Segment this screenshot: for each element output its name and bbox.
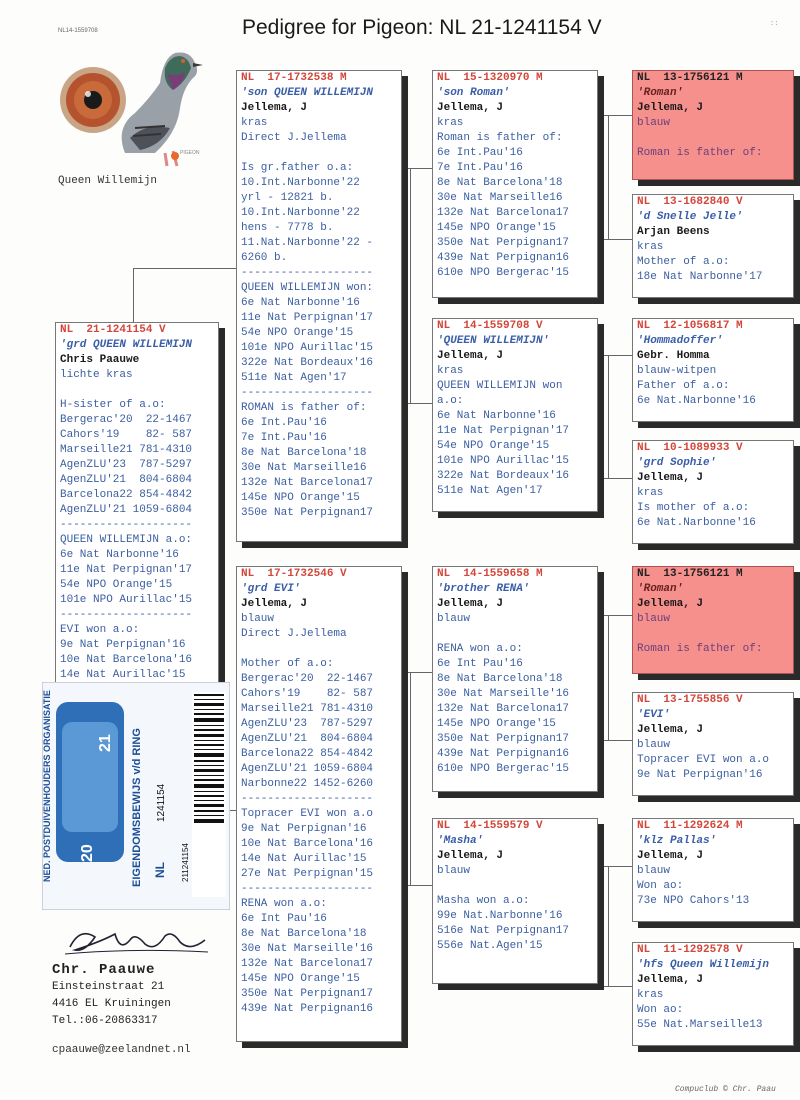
- card-line-info: Mother of a.o:: [637, 256, 730, 268]
- pedigree-card-subject[interactable]: [55, 322, 219, 686]
- card-line-info: lichte kras: [60, 369, 133, 381]
- card-line-info: 54e NPO Orange'15: [437, 440, 550, 452]
- pedigree-card-dam-dam-sire[interactable]: [632, 818, 794, 922]
- pedigree-card-sire-sire-sire[interactable]: [632, 70, 794, 180]
- card-line-info: 350e Nat Perpignan17: [437, 733, 570, 745]
- card-line-info: 516e Nat Perpignan17: [437, 925, 570, 937]
- pedigree-card-sire[interactable]: [236, 70, 402, 542]
- card-line-info: 145e NPO Orange'15: [437, 222, 556, 234]
- card-line-breeder: Jellema, J: [437, 598, 504, 610]
- card-line-info: 132e Nat Barcelona17: [241, 958, 374, 970]
- card-line-info: 610e NPO Bergerac'15: [437, 763, 570, 775]
- sticker-org: NED. POSTDUIVENHOUDERS ORGANISATIE: [42, 690, 52, 882]
- card-line-info: [237, 642, 401, 657]
- card-line-ring: NL 17-1732546 V: [241, 568, 347, 580]
- owner-phone: Tel.:06-20863317: [52, 1015, 158, 1027]
- sticker-country: NL: [153, 862, 167, 878]
- card-line-info: 7e Int.Pau'16: [437, 162, 523, 174]
- connector-line: [608, 866, 609, 986]
- card-line-info: 30e Nat Marseille16: [241, 462, 367, 474]
- card-line-info: blauw: [637, 865, 671, 877]
- connector-line: [598, 355, 632, 356]
- card-line-info: QUEEN WILLEMIJN a.o:: [60, 534, 193, 546]
- card-line-name: 'Roman': [637, 583, 684, 595]
- card-line-ring: NL 14-1559658 M: [437, 568, 543, 580]
- card-line-name: 'grd EVI': [241, 583, 301, 595]
- card-line-info: blauw: [637, 117, 671, 129]
- card-line-name: 'son Roman': [437, 87, 510, 99]
- sticker-barcode-number: 211241154: [181, 843, 190, 882]
- card-line-ring: NL 17-1732538 M: [241, 72, 347, 84]
- card-line-info: Narbonne22 1452-6260: [241, 778, 374, 790]
- card-line-info: Masha won a.o:: [437, 895, 530, 907]
- card-line-info: Direct J.Jellema: [241, 132, 347, 144]
- card-line-breeder: Jellema, J: [637, 974, 704, 986]
- card-line-ring: NL 13-1756121 M: [637, 568, 743, 580]
- card-line-info: Mother of a.o:: [241, 658, 334, 670]
- card-line-info: 14e Nat Aurillac'15: [241, 853, 367, 865]
- card-line-info: kras: [637, 487, 664, 499]
- card-line-info: --------------------: [241, 793, 374, 805]
- card-line-info: 8e Nat Barcelona'18: [437, 673, 563, 685]
- card-line-ring: NL 14-1559708 V: [437, 320, 543, 332]
- card-line-info: Is mother of a.o:: [637, 502, 750, 514]
- card-line-info: 11.Nat.Narbonne'22 -: [241, 237, 374, 249]
- card-line-info: Won ao:: [637, 880, 684, 892]
- card-line-info: blauw: [637, 739, 671, 751]
- card-line-info: H-sister of a.o:: [60, 399, 166, 411]
- connector-line: [598, 986, 632, 987]
- pedigree-card-dam-sire-dam[interactable]: [632, 692, 794, 796]
- card-line-info: 6e Nat.Narbonne'16: [637, 395, 756, 407]
- card-line-info: EVI won a.o:: [60, 624, 140, 636]
- card-line-name: 'klz Pallas': [637, 835, 717, 847]
- card-line-info: 511e Nat Agen'17: [437, 485, 543, 497]
- pedigree-card-dam-dam[interactable]: [432, 818, 598, 984]
- card-line-breeder: Jellema, J: [437, 102, 504, 114]
- card-line-info: Marseille21 781-4310: [241, 703, 374, 715]
- card-line-info: 54e NPO Orange'15: [60, 579, 173, 591]
- card-line-info: Cahors'19 82- 587: [241, 688, 374, 700]
- card-line-ring: NL 10-1089933 V: [637, 442, 743, 454]
- owner-city: 4416 EL Kruiningen: [52, 998, 171, 1010]
- card-line-info: 8e Nat Barcelona'18: [241, 928, 367, 940]
- connector-line: [608, 615, 609, 740]
- card-line-info: [633, 131, 793, 146]
- card-line-info: [237, 146, 401, 161]
- connector-line: [133, 268, 236, 269]
- pedigree-card-sire-dam-sire[interactable]: [632, 318, 794, 422]
- card-line-info: 30e Nat Marseille'16: [241, 943, 374, 955]
- card-line-ring: NL 11-1292624 M: [637, 820, 743, 832]
- card-line-info: Direct J.Jellema: [241, 628, 347, 640]
- card-line-info: [433, 627, 597, 642]
- card-line-info: blauw-witpen: [637, 365, 717, 377]
- card-line-info: 6260 b.: [241, 252, 288, 264]
- card-line-info: AgenZLU'23 787-5297: [60, 459, 193, 471]
- card-line-info: Bergerac'20 22-1467: [60, 414, 193, 426]
- card-line-ring: NL 13-1682840 V: [637, 196, 743, 208]
- card-line-info: AgenZLU'21 804-6804: [241, 733, 374, 745]
- card-line-info: 11e Nat Perpignan'17: [60, 564, 193, 576]
- pedigree-card-dam-sire[interactable]: [432, 566, 598, 792]
- pedigree-card-dam-sire-sire[interactable]: [632, 566, 794, 674]
- card-line-info: 101e NPO Aurillac'15: [60, 594, 193, 606]
- card-line-info: Roman is father of:: [637, 147, 763, 159]
- card-line-name: 'Hommadoffer': [637, 335, 723, 347]
- sticker-ring-number: 1241154: [156, 783, 167, 822]
- connector-line: [402, 168, 432, 169]
- card-line-info: Marseille21 781-4310: [60, 444, 193, 456]
- card-line-info: kras: [241, 117, 268, 129]
- card-line-info: Is gr.father o.a:: [241, 162, 354, 174]
- card-line-info: 8e Nat Barcelona'18: [241, 447, 367, 459]
- card-line-info: 6e Nat Narbonne'16: [60, 549, 179, 561]
- card-line-info: 350e Nat Perpignan17: [241, 988, 374, 1000]
- card-line-info: 6e Int.Pau'16: [241, 417, 327, 429]
- card-line-info: 10.Int.Narbonne'22: [241, 177, 360, 189]
- card-line-name: 'Roman': [637, 87, 684, 99]
- card-line-ring: NL 14-1559579 V: [437, 820, 543, 832]
- card-line-breeder: Arjan Beens: [637, 226, 710, 238]
- card-line-info: 101e NPO Aurillac'15: [437, 455, 570, 467]
- card-line-info: blauw: [437, 865, 471, 877]
- card-line-name: 'QUEEN WILLEMIJN': [437, 335, 550, 347]
- connector-line: [598, 866, 632, 867]
- card-line-info: 322e Nat Bordeaux'16: [241, 357, 374, 369]
- card-line-info: kras: [637, 241, 664, 253]
- card-line-breeder: Jellema, J: [637, 598, 704, 610]
- card-line-breeder: Jellema, J: [637, 472, 704, 484]
- card-line-breeder: Jellema, J: [637, 102, 704, 114]
- card-line-info: --------------------: [241, 387, 374, 399]
- card-line-info: Cahors'19 82- 587: [60, 429, 193, 441]
- card-line-ring: NL 13-1756121 M: [637, 72, 743, 84]
- connector-line: [598, 615, 632, 616]
- card-line-info: Won ao:: [637, 1004, 684, 1016]
- card-line-info: 132e Nat Barcelona17: [241, 477, 374, 489]
- card-line-ring: NL 13-1755856 V: [637, 694, 743, 706]
- pedigree-card-sire-sire[interactable]: [432, 70, 598, 298]
- card-line-info: Roman is father of:: [437, 132, 563, 144]
- pigeon-photo: [55, 28, 205, 173]
- card-line-info: Bergerac'20 22-1467: [241, 673, 374, 685]
- card-line-info: 511e Nat Agen'17: [241, 372, 347, 384]
- connector-line: [410, 168, 411, 403]
- connector-line: [402, 885, 432, 886]
- card-line-info: 6e Nat Narbonne'16: [437, 410, 556, 422]
- card-line-info: 439e Nat Perpignan16: [437, 748, 570, 760]
- sticker-title: EIGENDOMSBEWIJS v/d RING: [131, 728, 143, 887]
- connector-line: [598, 740, 632, 741]
- card-line-info: 132e Nat Barcelona17: [437, 207, 570, 219]
- connector-line: [402, 672, 432, 673]
- pedigree-card-sire-dam-dam[interactable]: [632, 440, 794, 544]
- card-line-info: kras: [437, 365, 464, 377]
- card-line-info: 55e Nat.Marseille13: [637, 1019, 763, 1031]
- footer-credit: Compuclub © Chr. Paau: [675, 1085, 776, 1094]
- card-line-info: AgenZLU'21 1059-6804: [241, 763, 374, 775]
- card-line-info: 145e NPO Orange'15: [241, 492, 360, 504]
- page-title: Pedigree for Pigeon: NL 21-1241154 V: [242, 16, 602, 39]
- card-line-info: 10e Nat Barcelona'16: [60, 654, 193, 666]
- card-line-info: 73e NPO Cahors'13: [637, 895, 750, 907]
- card-line-info: blauw: [637, 613, 671, 625]
- card-line-info: 27e Nat Perpignan'15: [241, 868, 374, 880]
- connector-line: [598, 478, 632, 479]
- card-line-info: 350e Nat Perpignan17: [437, 237, 570, 249]
- card-line-name: 'd Snelle Jelle': [637, 211, 743, 223]
- card-line-info: 6e Int.Pau'16: [437, 147, 523, 159]
- card-line-name: 'hfs Queen Willemijn: [637, 959, 770, 971]
- card-line-info: Barcelona22 854-4842: [241, 748, 374, 760]
- card-line-ring: NL 15-1320970 M: [437, 72, 543, 84]
- card-line-info: 54e NPO Orange'15: [241, 327, 354, 339]
- card-line-info: 9e Nat Perpignan'16: [637, 769, 763, 781]
- card-line-info: --------------------: [60, 519, 193, 531]
- card-line-info: yrl - 12821 b.: [241, 192, 334, 204]
- card-line-info: AgenZLU'23 787-5297: [241, 718, 374, 730]
- card-line-info: QUEEN WILLEMIJN won:: [241, 282, 374, 294]
- card-line-info: 30e Nat Marseille16: [437, 192, 563, 204]
- signature: [60, 922, 210, 960]
- card-line-info: blauw: [241, 613, 275, 625]
- connector-line: [608, 355, 609, 478]
- owner-street: Einsteinstraat 21: [52, 981, 165, 993]
- card-line-info: 9e Nat Perpignan'16: [60, 639, 186, 651]
- card-line-info: QUEEN WILLEMIJN won: [437, 380, 563, 392]
- card-line-name: 'grd Sophie': [637, 457, 717, 469]
- sticker-year-prefix: 20: [79, 844, 96, 862]
- card-line-info: 9e Nat Perpignan'16: [241, 823, 367, 835]
- card-line-info: 6e Int Pau'16: [437, 658, 523, 670]
- card-line-ring: NL 12-1056817 M: [637, 320, 743, 332]
- card-line-info: RENA won a.o:: [241, 898, 327, 910]
- card-line-name: 'grd QUEEN WILLEMIJN: [60, 339, 193, 351]
- pedigree-card-dam[interactable]: [236, 566, 402, 1042]
- photo-brand-label: PIGEON: [180, 150, 200, 156]
- card-line-info: --------------------: [241, 883, 374, 895]
- owner-block: [52, 962, 171, 1030]
- photo-ring-label: NL14-1559708: [58, 28, 98, 34]
- connector-line: [402, 403, 432, 404]
- card-line-info: AgenZLU'21 1059-6804: [60, 504, 193, 516]
- card-line-name: 'son QUEEN WILLEMIJN: [241, 87, 374, 99]
- card-line-info: 30e Nat Marseille'16: [437, 688, 570, 700]
- card-line-info: AgenZLU'21 804-6804: [60, 474, 193, 486]
- card-line-info: 10.Int.Narbonne'22: [241, 207, 360, 219]
- card-line-info: 439e Nat Perpignan16: [437, 252, 570, 264]
- card-line-info: 7e Int.Pau'16: [241, 432, 327, 444]
- card-line-breeder: Jellema, J: [637, 850, 704, 862]
- card-line-info: blauw: [437, 613, 471, 625]
- card-line-info: Topracer EVI won a.o: [637, 754, 770, 766]
- card-line-info: Topracer EVI won a.o: [241, 808, 374, 820]
- card-line-breeder: Gebr. Homma: [637, 350, 710, 362]
- card-line-name: 'brother RENA': [437, 583, 530, 595]
- card-line-name: 'Masha': [437, 835, 484, 847]
- card-line-info: Roman is father of:: [637, 643, 763, 655]
- card-line-info: Father of a.o:: [637, 380, 730, 392]
- card-line-info: 10e Nat Barcelona'16: [241, 838, 374, 850]
- connector-line: [133, 268, 134, 322]
- pedigree-card-sire-sire-dam[interactable]: [632, 194, 794, 298]
- card-line-info: 132e Nat Barcelona17: [437, 703, 570, 715]
- card-line-info: 8e Nat Barcelona'18: [437, 177, 563, 189]
- card-line-name: 'EVI': [637, 709, 671, 721]
- card-line-info: 556e Nat.Agen'15: [437, 940, 543, 952]
- card-line-info: 99e Nat.Narbonne'16: [437, 910, 563, 922]
- card-line-ring: NL 11-1292578 V: [637, 944, 743, 956]
- card-line-info: --------------------: [241, 267, 374, 279]
- card-line-info: 6e Nat Narbonne'16: [241, 297, 360, 309]
- card-line-breeder: Jellema, J: [637, 724, 704, 736]
- card-line-info: 14e Nat Aurillac'15: [60, 669, 186, 681]
- card-line-breeder: Chris Paauwe: [60, 354, 140, 366]
- owner-email[interactable]: cpaauwe@zeelandnet.nl: [52, 1044, 191, 1056]
- sticker-year-suffix: 21: [97, 734, 114, 752]
- connector-line: [598, 115, 632, 116]
- card-line-info: ROMAN is father of:: [241, 402, 367, 414]
- card-line-info: hens - 7778 b.: [241, 222, 334, 234]
- card-line-info: a.o:: [437, 395, 464, 407]
- card-line-info: 11e Nat Perpignan'17: [437, 425, 570, 437]
- card-line-info: --------------------: [60, 609, 193, 621]
- photo-caption: Queen Willemijn: [58, 175, 158, 187]
- card-line-info: 101e NPO Aurillac'15: [241, 342, 374, 354]
- card-line-info: 6e Int Pau'16: [241, 913, 327, 925]
- card-line-info: Barcelona22 854-4842: [60, 489, 193, 501]
- card-line-info: 11e Nat Perpignan'17: [241, 312, 374, 324]
- corner-mark: ::: [770, 20, 779, 28]
- card-line-info: 322e Nat Bordeaux'16: [437, 470, 570, 482]
- pigeon-illustration: [55, 28, 205, 173]
- card-line-info: 145e NPO Orange'15: [241, 973, 360, 985]
- card-line-info: 350e Nat Perpignan17: [241, 507, 374, 519]
- card-line-info: 6e Nat.Narbonne'16: [637, 517, 756, 529]
- owner-name: Chr. Paauwe: [52, 962, 156, 978]
- card-line-info: 145e NPO Orange'15: [437, 718, 556, 730]
- card-line-ring: NL 21-1241154 V: [60, 324, 166, 336]
- ring-certificate-sticker: [42, 682, 230, 910]
- card-line-breeder: Jellema, J: [241, 598, 308, 610]
- card-line-info: RENA won a.o:: [437, 643, 523, 655]
- connector-line: [598, 239, 632, 240]
- card-line-info: 610e NPO Bergerac'15: [437, 267, 570, 279]
- card-line-info: [433, 879, 597, 894]
- card-line-breeder: Jellema, J: [437, 350, 504, 362]
- card-line-info: [633, 627, 793, 642]
- card-line-info: kras: [437, 117, 464, 129]
- card-line-info: 18e Nat Narbonne'17: [637, 271, 763, 283]
- connector-line: [410, 672, 411, 885]
- card-line-info: kras: [637, 989, 664, 1001]
- card-line-info: [56, 383, 218, 398]
- card-line-info: 439e Nat Perpignan16: [241, 1003, 374, 1015]
- card-line-breeder: Jellema, J: [241, 102, 308, 114]
- pedigree-card-dam-dam-dam[interactable]: [632, 942, 794, 1046]
- card-line-breeder: Jellema, J: [437, 850, 504, 862]
- connector-line: [608, 115, 609, 239]
- pedigree-card-sire-dam[interactable]: [432, 318, 598, 512]
